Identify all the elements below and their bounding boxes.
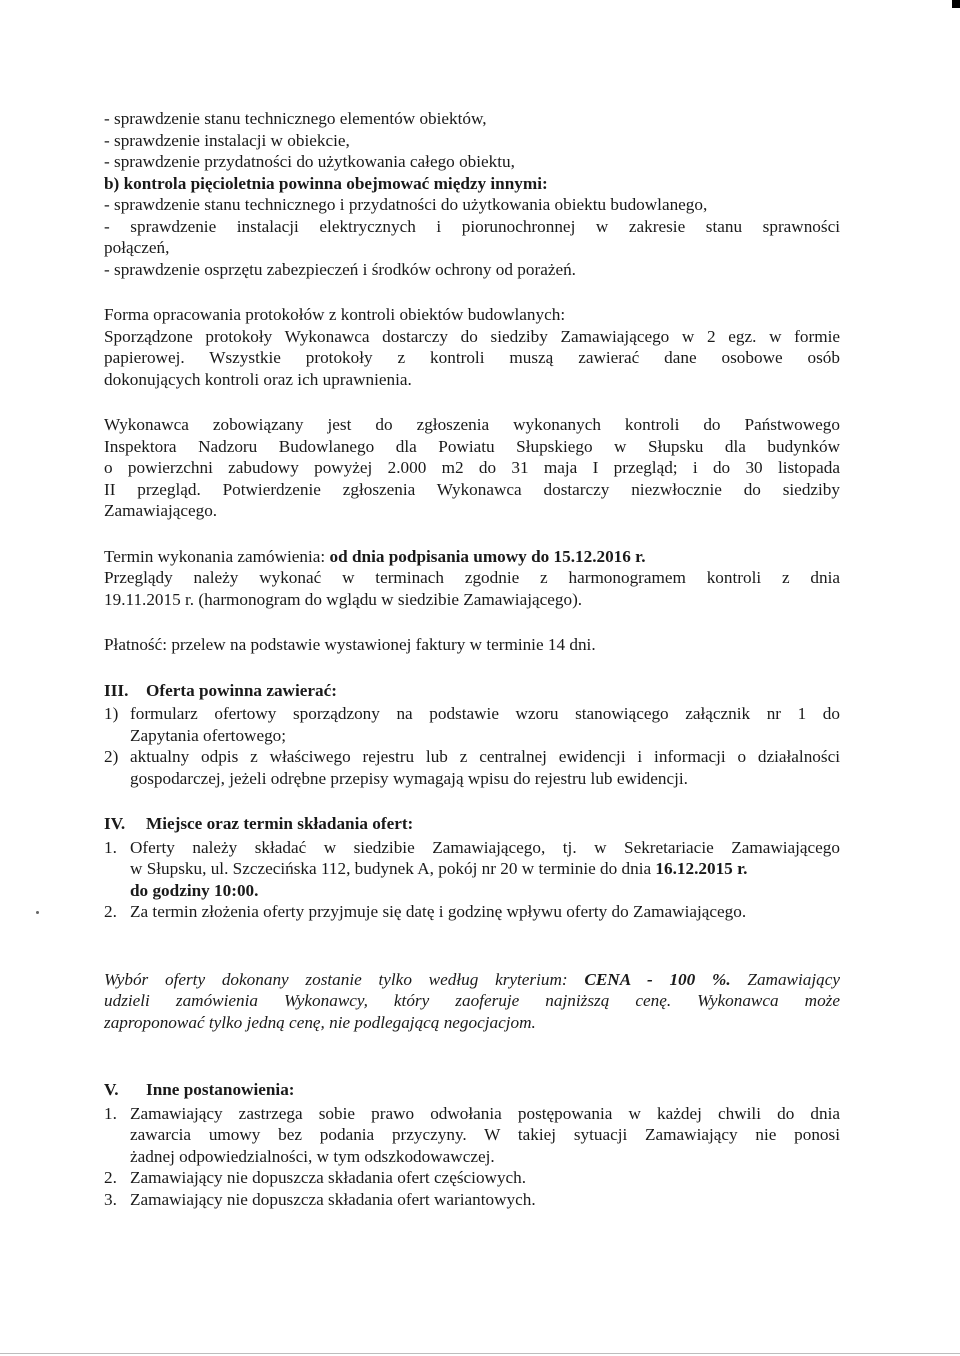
deadline-date: 16.12.2015 r. — [655, 859, 748, 878]
list-item-text — [130, 858, 840, 880]
list-item — [104, 1189, 840, 1211]
list-item-text: formularz ofertowy sporządzony na podstawie wzoru stanowiącego załącznik nr 1 do — [130, 704, 840, 723]
intro-line: - sprawdzenie przydatności do użytkowania całego obiektu, — [104, 152, 515, 171]
intro-line: - sprawdzenie stanu technicznego elementów obiektów, — [104, 109, 487, 128]
wykonawca-line: II przegląd. Potwierdzenie zgłoszenia Wykonawca dostarczy niezwłocznie do siedziby — [104, 479, 840, 499]
selection-line: zaproponować tylko jedną cenę, nie podlegającą negocjacjom. — [104, 1012, 536, 1032]
section-5-title: Inne postanowienia: — [146, 1080, 295, 1099]
list-item — [104, 1103, 840, 1168]
list-item-number: 1) — [104, 704, 119, 723]
section-3-title: Oferta powinna zawierać: — [146, 680, 337, 700]
termin-line: 19.11.2015 r. (harmonogram do wglądu w siedzibie Zamawiającego). — [104, 589, 583, 609]
b-line: - sprawdzenie stanu technicznego i przydatności do użytkowania obiektu budowlanego, — [104, 195, 708, 214]
list-item-number: 3. — [104, 1189, 117, 1209]
scan-bottom-edge — [0, 1353, 960, 1354]
list-item-number: 2. — [104, 1168, 117, 1187]
b-line: połączeń, — [104, 238, 170, 257]
list-item-text: Zamawiający nie dopuszcza składania ofert wariantowych. — [130, 1189, 536, 1209]
section-4-number: IV. — [104, 814, 126, 833]
section-5-heading — [104, 1079, 840, 1101]
list-item-text: aktualny odpis z właściwego rejestru lub z centralnej ewidencji i informacji o działalności — [130, 747, 840, 766]
list-item-text: Zamawiający nie dopuszcza składania ofert częściowych. — [130, 1168, 527, 1187]
selection-line — [104, 969, 840, 991]
termin-line: Przeglądy należy wykonać w terminach zgodnie z harmonogramem kontroli z dnia — [104, 568, 840, 587]
list-item-number: 1. — [104, 1103, 117, 1123]
list-item-text: Zapytania ofertowego; — [130, 725, 287, 745]
b-line: - sprawdzenie instalacji elektrycznych i piorunochronnej w zakresie stanu sprawności — [104, 216, 840, 236]
list-item-text-part: w Słupsku, ul. Szczecińska 112, budynek A, pokój nr 20 w terminie do dnia — [130, 859, 656, 878]
b-heading: b) kontrola pięcioletnia powinna obejmować między innymi: — [104, 173, 548, 193]
list-item — [104, 837, 840, 902]
b-line: - sprawdzenie osprzętu zabezpieczeń i środków ochrony od porażeń. — [104, 259, 576, 279]
list-item — [104, 901, 840, 923]
list-item-text: Oferty należy składać w siedzibie Zamawiającego, tj. w Sekretariacie Zamawiającego — [130, 837, 840, 857]
list-item-text: gospodarczej, jeżeli odrębne przepisy wymagają wpisu do rejestru lub ewidencji. — [130, 768, 688, 788]
selection-criteria — [104, 969, 840, 1034]
deadline-time: do godziny 10:00. — [130, 880, 259, 900]
scan-speck — [36, 911, 39, 914]
section-3-heading — [104, 680, 840, 702]
list-item — [104, 746, 840, 789]
wykonawca-line: o powierzchni zabudowy powyżej 2.000 m2 do 31 maja I przegląd; i do 30 listopada — [104, 458, 840, 477]
termin-line — [104, 546, 840, 568]
forma-line: Sporządzone protokoły Wykonawca dostarczy do siedziby Zamawiającego w 2 egz. w formie — [104, 326, 840, 346]
list-item-text: Za termin złożenia oferty przyjmuje się datę i godzinę wpływu oferty do Zamawiającego. — [130, 902, 747, 921]
forma-line: Forma opracowania protokołów z kontroli obiektów budowlanych: — [104, 305, 566, 324]
list-item — [104, 703, 840, 746]
section-4-heading — [104, 813, 840, 835]
list-item-number: 1. — [104, 837, 117, 857]
termin-date: od dnia podpisania umowy do 15.12.2016 r. — [329, 546, 646, 566]
wykonawca-line: Inspektora Nadzoru Budowlanego dla Powiatu Słupskiego w Słupsku dla budynków — [104, 436, 840, 456]
list-item-text: Zamawiający zastrzega sobie prawo odwołania postępowania w każdej chwili do dnia — [130, 1103, 840, 1123]
selection-text: Wybór oferty dokonany zostanie tylko według kryterium: — [104, 969, 585, 989]
section-5-number: V. — [104, 1080, 119, 1099]
selection-text: Zamawiający — [730, 969, 840, 989]
termin-label: Termin wykonania zamówienia: — [104, 546, 330, 566]
list-item-text: zawarcia umowy bez podania przyczyny. W takiej sytuacji Zamawiający nie ponosi — [130, 1125, 840, 1144]
selection-line: udzieli zamówienia Wykonawcy, który zaoferuje najniższą cenę. Wykonawca może — [104, 991, 840, 1010]
document-page — [104, 108, 840, 1210]
list-item-number: 2) — [104, 747, 119, 766]
section-4-title: Miejsce oraz termin składania ofert: — [146, 814, 414, 833]
forma-line: dokonujących kontroli oraz ich uprawnienia. — [104, 369, 412, 389]
list-item-number: 2. — [104, 902, 117, 921]
section-3-number: III. — [104, 680, 129, 700]
wykonawca-line: Wykonawca zobowiązany jest do zgłoszenia wykonanych kontroli do Państwowego — [104, 415, 840, 434]
forma-line: papierowej. Wszystkie protokoły z kontroli muszą zawierać dane osobowe osób — [104, 348, 840, 367]
selection-criterion: CENA - 100 %. — [584, 969, 731, 989]
intro-line: - sprawdzenie instalacji w obiekcie, — [104, 130, 350, 150]
list-item-text: żadnej odpowiedzialności, w tym odszkodowawczej. — [130, 1146, 495, 1166]
scan-corner-mark — [952, 0, 960, 8]
list-item — [104, 1167, 840, 1189]
wykonawca-line: Zamawiającego. — [104, 501, 218, 520]
platnosc-line: Płatność: przelew na podstawie wystawionej faktury w terminie 14 dni. — [104, 635, 596, 654]
